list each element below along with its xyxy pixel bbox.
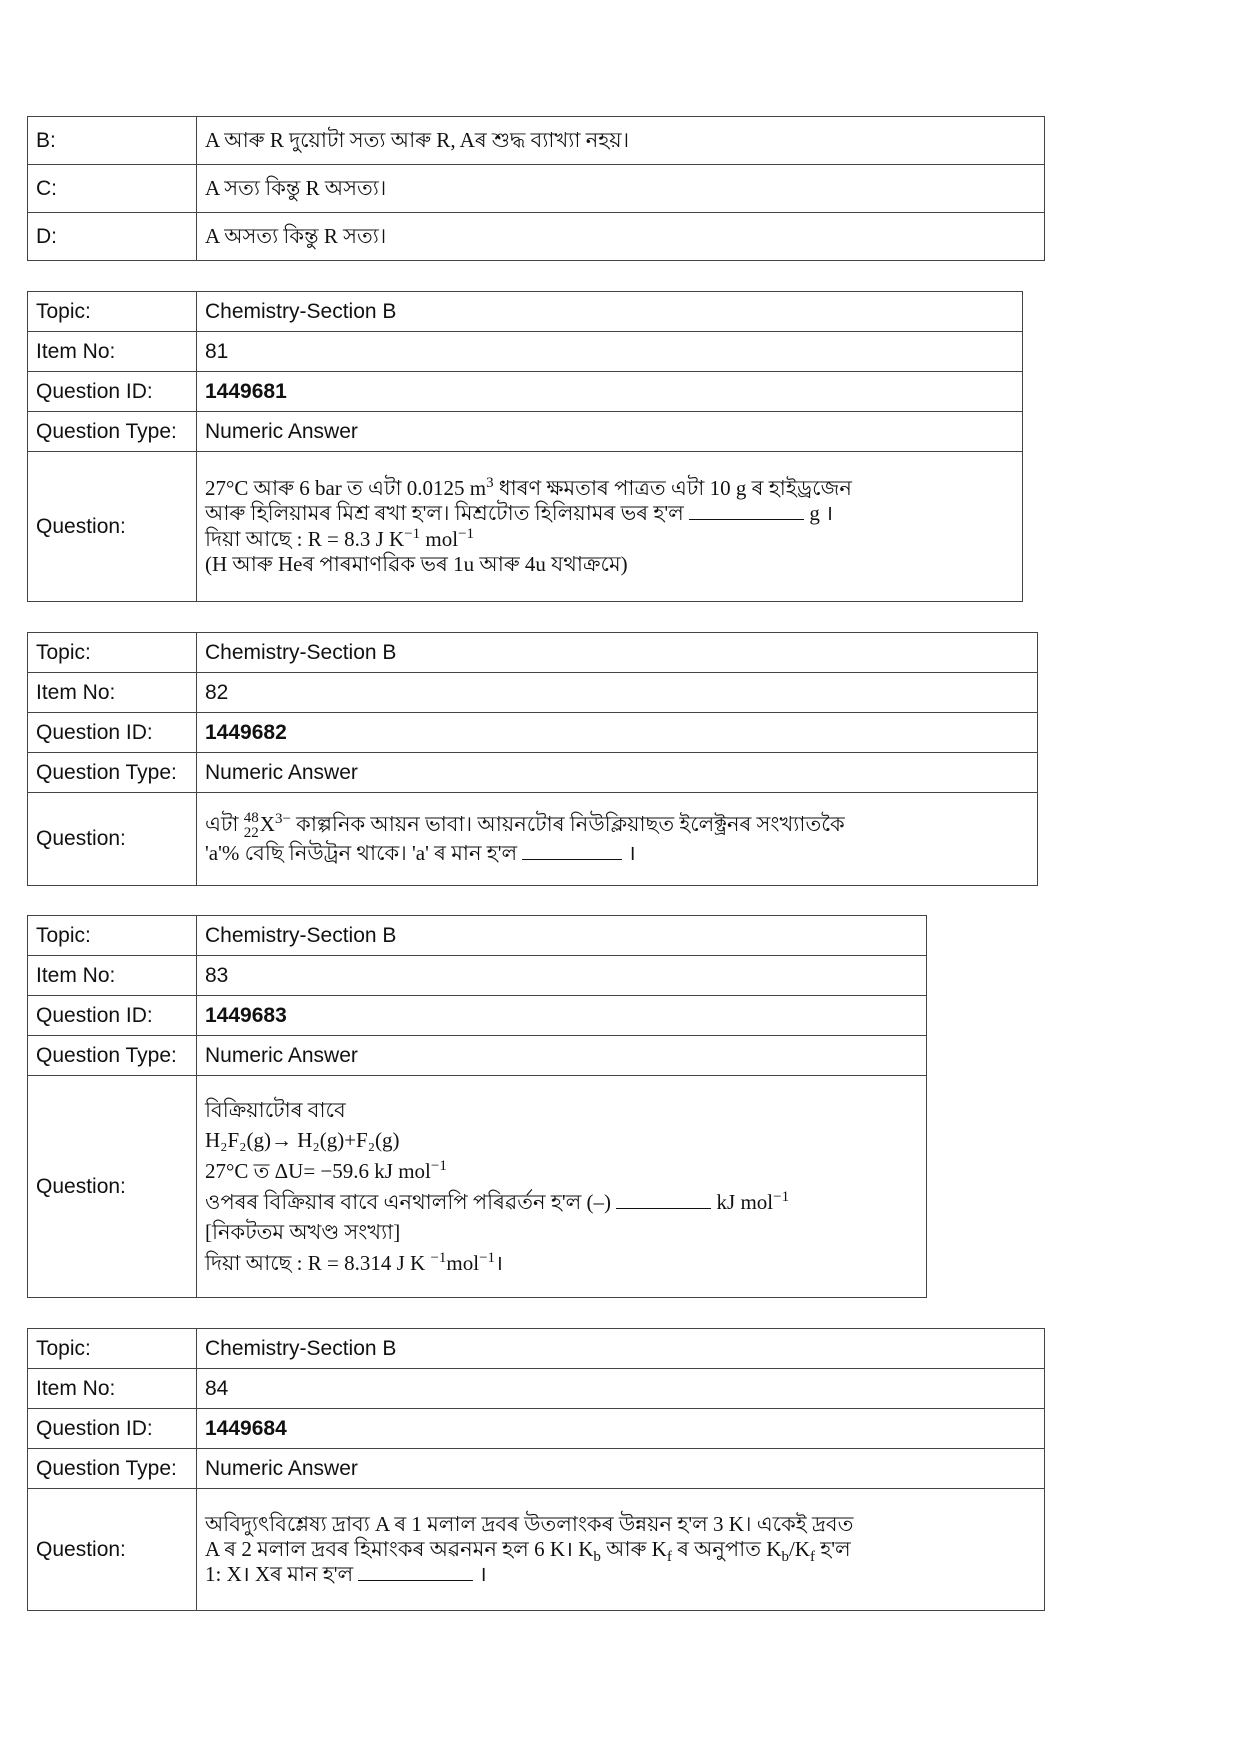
item-no-value: 84 (197, 1369, 1045, 1409)
question-type-label: Question Type: (28, 1449, 197, 1489)
topic-value: Chemistry-Section B (197, 633, 1038, 673)
option-text: A অসত্য কিন্তু R সত্য। (197, 213, 1045, 261)
question-type-row (28, 412, 1023, 452)
question-type-row (28, 1449, 1045, 1489)
question-type-row (28, 753, 1038, 793)
question-id-label: Question ID: (28, 996, 197, 1036)
question-row (28, 1489, 1045, 1611)
question-row (28, 793, 1038, 886)
item-no-row (28, 1369, 1045, 1409)
topic-row (28, 633, 1038, 673)
question-table-82 (27, 632, 1038, 886)
item-no-label: Item No: (28, 332, 197, 372)
option-label: D: (28, 213, 197, 261)
option-text: A আৰু R দুয়োটা সত্য আৰু R, Aৰ শুদ্ধ ব্যাখ্যা নহয়। (197, 117, 1045, 165)
question-text: অবিদ্যুৎবিশ্লেষ্য দ্ৰাব্য A ৰ 1 মলাল দ্ৰবৰ উতলাংকৰ উন্নয়ন হ'ল 3 K। একেই দ্ৰবত A ৰ 2 মলাল দ্ৰবৰ হিমাংকৰ অৱনমন হল 6 K। $K_b$ আৰু $K_f$ ৰ অনুপাত $K_b/K_f$ হ'ল 1: X। Xৰ মান হ'ল । (197, 1489, 1045, 1611)
question-id-label: Question ID: (28, 1409, 197, 1449)
answer-blank (358, 1562, 473, 1581)
question-row (28, 452, 1023, 602)
question-table-81 (27, 291, 1023, 602)
question-type-label: Question Type: (28, 1036, 197, 1076)
item-no-row (28, 673, 1038, 713)
topic-value: Chemistry-Section B (197, 292, 1023, 332)
question-id-label: Question ID: (28, 713, 197, 753)
topic-label: Topic: (28, 916, 197, 956)
answer-blank (689, 501, 804, 520)
question-text: 27°C আৰু 6 bar ত এটা 0.0125 $m^3$ ধাৰণ ক্ষমতাৰ পাত্ৰত এটা 10 g ৰ হাইড্ৰজেন আৰু হিলিয়ামৰ মিশ্ৰ ৰখা হ'ল। মিশ্ৰটোত হিলিয়ামৰ ভৰ হ'ল g । দিয়া আছে : R = 8.3 J $K^{-1}$ mol$^{-1}$ (H আৰু Heৰ পাৰমাণৱিক ভৰ 1u আৰু 4u যথাক্ৰমে) (197, 452, 1023, 602)
topic-row (28, 1329, 1045, 1369)
question-id-value: 1449681 (197, 372, 1023, 412)
answer-blank (616, 1190, 711, 1209)
question-type-value: Numeric Answer (197, 1449, 1045, 1489)
item-no-label: Item No: (28, 956, 197, 996)
item-no-value: 82 (197, 673, 1038, 713)
question-row (28, 1076, 927, 1298)
topic-row (28, 292, 1023, 332)
topic-row (28, 916, 927, 956)
question-id-value: 1449683 (197, 996, 927, 1036)
option-row (28, 117, 1045, 165)
topic-label: Topic: (28, 292, 197, 332)
topic-value: Chemistry-Section B (197, 1329, 1045, 1369)
item-no-value: 81 (197, 332, 1023, 372)
question-type-row (28, 1036, 927, 1076)
topic-label: Topic: (28, 633, 197, 673)
question-type-label: Question Type: (28, 412, 197, 452)
question-type-value: Numeric Answer (197, 1036, 927, 1076)
option-row (28, 213, 1045, 261)
question-label: Question: (28, 1076, 197, 1298)
question-type-label: Question Type: (28, 753, 197, 793)
item-no-label: Item No: (28, 673, 197, 713)
question-type-value: Numeric Answer (197, 753, 1038, 793)
topic-label: Topic: (28, 1329, 197, 1369)
question-table-83 (27, 915, 927, 1298)
item-no-label: Item No: (28, 1369, 197, 1409)
option-label: C: (28, 165, 197, 213)
question-text: এটা 48 22 $X^{3-}$ কাল্পনিক আয়ন ভাবা। আয়নটোৰ নিউক্লিয়াছত ইলেক্ট্ৰনৰ সংখ্যাতকৈ 'a'% বেছি নিউট্ৰন থাকে। 'a' ৰ মান হ'ল । (197, 793, 1038, 886)
question-label: Question: (28, 1489, 197, 1611)
question-id-row (28, 1409, 1045, 1449)
question-type-value: Numeric Answer (197, 412, 1023, 452)
options-table (27, 116, 1045, 261)
question-id-row (28, 713, 1038, 753)
question-text: বিক্ৰিয়াটোৰ বাবে H₂F₂(g)→ H₂(g)+F₂(g) 27°C ত ΔU= −59.6 kJ mol$^{-1}$ ওপৰৰ বিক্ৰিয়াৰ বাবে এনথালপি পৰিৱৰ্তন হ'ল (–) kJ mol$^{-1}$ [নিকটতম অখণ্ড সংখ্যা] দিয়া আছে : R = 8.314 J K $^{-1}$mol$^{-1}$। (197, 1076, 927, 1298)
question-id-label: Question ID: (28, 372, 197, 412)
isotope-notation: 48 22 (243, 810, 259, 842)
question-label: Question: (28, 452, 197, 602)
option-row (28, 165, 1045, 213)
answer-blank (522, 841, 622, 860)
item-no-row (28, 956, 927, 996)
question-label: Question: (28, 793, 197, 886)
question-id-value: 1449682 (197, 713, 1038, 753)
item-no-value: 83 (197, 956, 927, 996)
option-text: A সত্য কিন্তু R অসত্য। (197, 165, 1045, 213)
option-label: B: (28, 117, 197, 165)
question-id-row (28, 996, 927, 1036)
question-table-84 (27, 1328, 1045, 1611)
item-no-row (28, 332, 1023, 372)
question-id-row (28, 372, 1023, 412)
topic-value: Chemistry-Section B (197, 916, 927, 956)
question-id-value: 1449684 (197, 1409, 1045, 1449)
